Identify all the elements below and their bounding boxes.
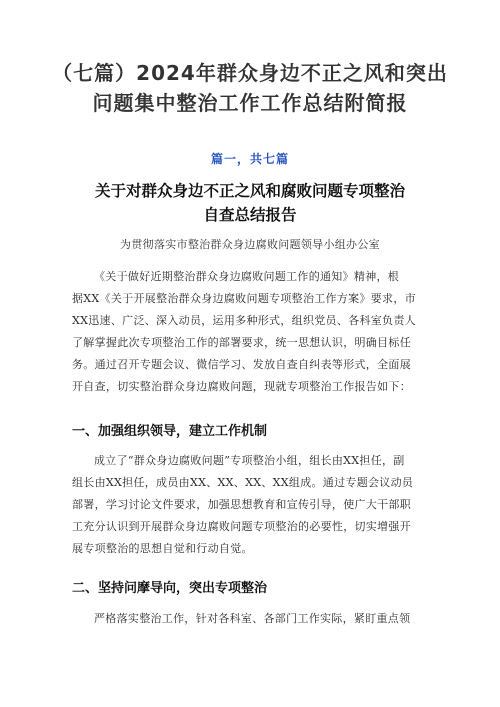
paragraph-line: 开自查，切实整治群众身边腐败问题，现就专项整治工作报告如下： <box>72 380 411 393</box>
paragraph-line: 严格落实整治工作，针对各科室、各部门工作实际，紧盯重点领 <box>94 612 411 625</box>
paragraph-organization <box>72 450 432 560</box>
document-title-line-1: （七篇）2024年群众身边不正之风和突出 <box>52 61 448 85</box>
paragraph-line: XX迅速、广泛、深入动员，运用多种形式，组织党员、各科室负责人 <box>72 314 416 327</box>
report-title-line-1: 关于对群众身边不正之风和腐败问题专项整治 <box>94 182 405 200</box>
section-heading-1: 一、加强组织领导，建立工作机制 <box>72 424 268 439</box>
report-title-line-2: 自查总结报告 <box>203 206 297 224</box>
paragraph-line: 《关于做好近期整治群众身边腐败问题工作的通知》精神，根 <box>94 270 400 283</box>
issuer-line: 为贯彻落实市整治群众身边腐败问题领导小组办公室 <box>120 238 380 251</box>
paragraph-line: 务。通过召开专题会议、微信学习、发放自查自纠表等形式，全面展 <box>72 358 411 371</box>
paragraph-line: 部署，学习讨论文件要求，加强思想教育和宣传引导，使广大干部职 <box>72 498 411 511</box>
paragraph-line: 工充分认识到开展群众身边腐败问题专项整治的必要性，切实增强开 <box>72 520 411 533</box>
chapter-label: 篇一，共七篇 <box>210 152 289 166</box>
paragraph-line: 组长由XX担任，成员由XX、XX、XX、XX组成。通过专题会议动员 <box>72 476 414 489</box>
section-heading-2: 二、坚持问摩导向，突出专项整治 <box>72 581 268 596</box>
document-title-line-2: 问题集中整治工作工作总结附简报 <box>92 91 408 115</box>
paragraph-line: 展专项整治的思想自觉和行动自觉。 <box>72 542 253 555</box>
paragraph-line: 了解掌握此次专项整治工作的部署要求，统一思想认识，明确目标任 <box>72 336 411 349</box>
paragraph-rectification <box>72 608 432 630</box>
paragraph-intro <box>72 266 432 398</box>
paragraph-line: 据XX《关于开展整治群众身边腐败问题专项整治工作方案》要求，市 <box>72 292 416 305</box>
paragraph-line: 成立了“群众身边腐败问题”专项整治小组，组长由XX担任，副 <box>94 454 405 467</box>
